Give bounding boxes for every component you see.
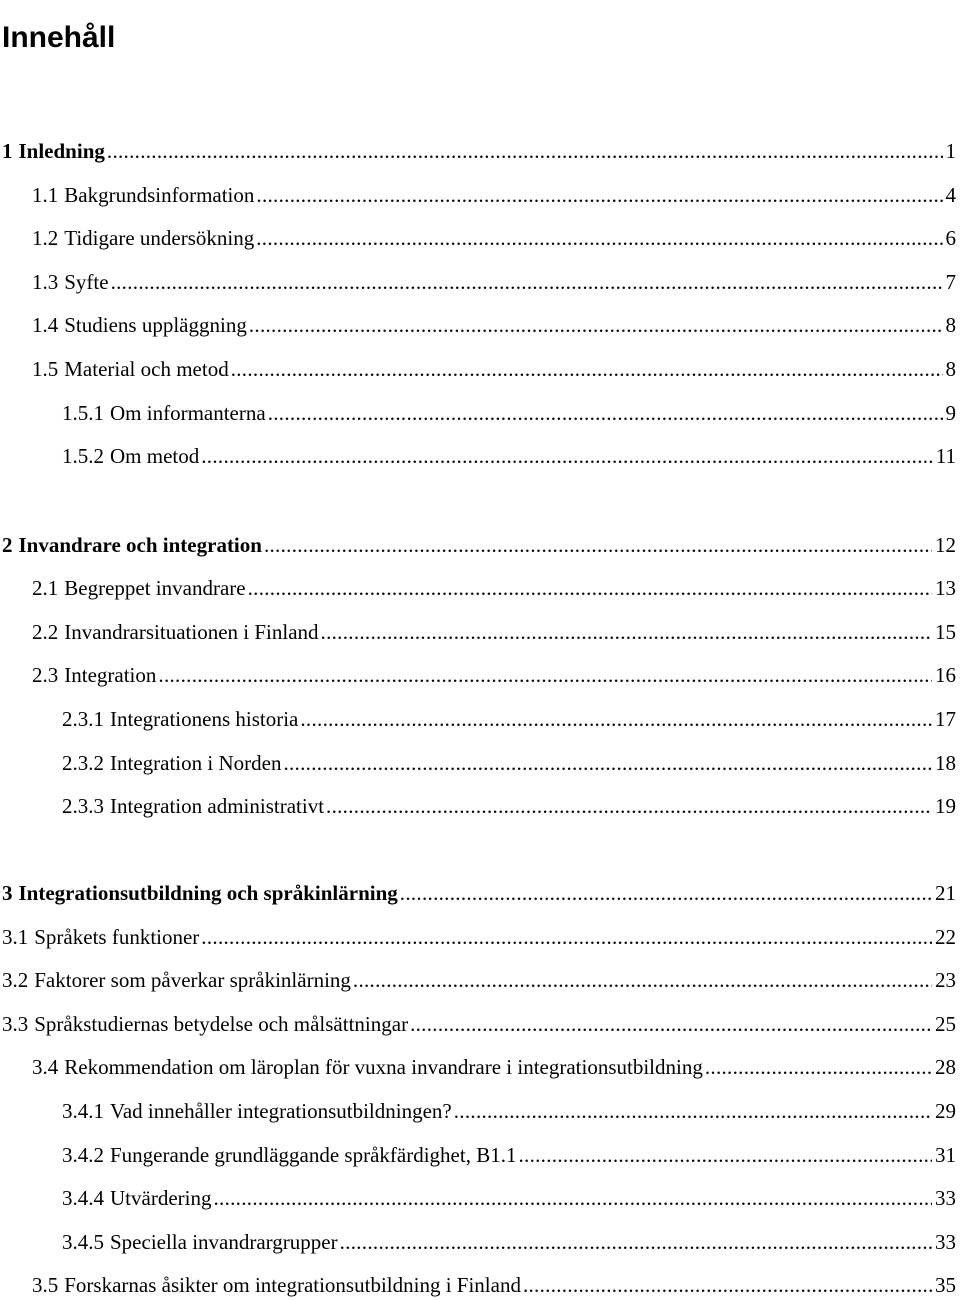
toc-entry-title: Bakgrundsinformation <box>64 183 255 207</box>
toc-entry[interactable] <box>62 791 956 821</box>
toc-dot-leader <box>231 354 943 384</box>
toc-entry-title: Språkets funktioner <box>34 925 200 949</box>
toc-entry-number: 2.1 <box>32 576 59 600</box>
toc-page-number: 28 <box>935 1055 956 1079</box>
toc-entry[interactable] <box>62 1140 956 1170</box>
toc-dot-leader <box>256 180 942 210</box>
toc-page-number: 29 <box>935 1099 956 1123</box>
toc-entry[interactable] <box>2 136 956 166</box>
toc-dot-leader <box>268 398 943 428</box>
toc-entry[interactable] <box>32 1270 956 1300</box>
toc-entry-title: Vad innehåller integrationsutbildningen? <box>110 1099 452 1123</box>
toc-entry-title: Invandrarsituationen i Finland <box>64 620 319 644</box>
toc-entry[interactable] <box>32 354 956 384</box>
toc-entry-title: Integrationens historia <box>110 707 299 731</box>
toc-entry[interactable] <box>2 530 956 560</box>
toc-entry-title: Om metod <box>110 444 200 468</box>
toc-entry[interactable] <box>62 704 956 734</box>
toc-entry-title: Integration <box>64 663 157 687</box>
toc-dot-leader <box>518 1140 932 1170</box>
toc-entry[interactable] <box>62 441 956 471</box>
toc-page-number: 17 <box>935 707 956 731</box>
toc-entry-title: Integrationsutbildning och språkinlärning <box>18 881 398 905</box>
toc-dot-leader <box>256 223 942 253</box>
toc-entry-number: 3.5 <box>32 1273 59 1297</box>
toc-page-number: 25 <box>935 1012 956 1036</box>
toc-entry-number: 2.3 <box>32 663 59 687</box>
toc-dot-leader <box>454 1096 932 1126</box>
toc-entry-number: 1.5 <box>32 357 59 381</box>
toc-entry-number: 3.3 <box>2 1012 29 1036</box>
toc-entry[interactable] <box>32 1052 956 1082</box>
toc-entry[interactable] <box>2 1009 956 1039</box>
toc-dot-leader <box>201 922 932 952</box>
toc-entry-number: 2.3.3 <box>62 794 104 818</box>
toc-entry[interactable] <box>2 878 956 908</box>
toc-entry[interactable] <box>32 180 956 210</box>
toc-page-number: 33 <box>935 1230 956 1254</box>
toc-entry[interactable] <box>2 965 956 995</box>
toc-entry-number: 3.4.1 <box>62 1099 104 1123</box>
toc-entry-number: 3.4 <box>32 1055 59 1079</box>
toc-entry-title: Fungerande grundläggande språkfärdighet, B1.1 <box>110 1143 517 1167</box>
toc-entry-number: 3.4.4 <box>62 1186 104 1210</box>
toc-dot-leader <box>249 310 943 340</box>
toc-entry-number: 2 <box>2 533 13 557</box>
toc-entry-title: Tidigare undersökning <box>64 226 255 250</box>
toc-entry[interactable] <box>62 398 956 428</box>
toc-page-number: 15 <box>935 620 956 644</box>
toc-dot-leader <box>321 617 932 647</box>
toc-entry-title: Rekommendation om läroplan för vuxna invandrare i integrationsutbildning <box>64 1055 703 1079</box>
toc-dot-leader <box>523 1270 932 1300</box>
toc-dot-leader <box>264 530 932 560</box>
toc-dot-leader <box>400 878 932 908</box>
toc-entry-number: 3.2 <box>2 968 29 992</box>
toc-page-number: 7 <box>945 270 956 294</box>
toc-entry-title: Speciella invandrargrupper <box>110 1230 338 1254</box>
toc-page-number: 18 <box>935 751 956 775</box>
toc-entry[interactable] <box>62 1096 956 1126</box>
toc-entry-title: Språkstudiernas betydelse och målsättningar <box>34 1012 409 1036</box>
toc-entry-title: Material och metod <box>64 357 229 381</box>
toc-entry-number: 3 <box>2 881 13 905</box>
toc-page-number: 1 <box>945 139 956 163</box>
toc-entry[interactable] <box>32 660 956 690</box>
toc-entry[interactable] <box>62 748 956 778</box>
toc-page-number: 31 <box>935 1143 956 1167</box>
toc-dot-leader <box>283 748 932 778</box>
toc-page-number: 16 <box>935 663 956 687</box>
toc-entry-title: Forskarnas åsikter om integrationsutbildning i Finland <box>64 1273 521 1297</box>
toc-entry-title: Utvärdering <box>110 1186 212 1210</box>
toc-entry-number: 1.3 <box>32 270 59 294</box>
toc-page-number: 8 <box>945 313 956 337</box>
toc-dot-leader <box>326 791 932 821</box>
toc-entry[interactable] <box>32 310 956 340</box>
toc-entry-title: Invandrare och integration <box>18 533 262 557</box>
toc-page-number: 19 <box>935 794 956 818</box>
toc-dot-leader <box>410 1009 932 1039</box>
toc-entry-number: 2.3.1 <box>62 707 104 731</box>
toc-entry-number: 1.2 <box>32 226 59 250</box>
toc-entry[interactable] <box>62 1183 956 1213</box>
toc-entry-number: 3.4.5 <box>62 1230 104 1254</box>
toc-page-number: 12 <box>935 533 956 557</box>
toc-page-number: 33 <box>935 1186 956 1210</box>
toc-entry-title: Syfte <box>64 270 109 294</box>
page-title: Innehåll <box>2 21 116 55</box>
toc-entry-number: 1.1 <box>32 183 59 207</box>
toc-dot-leader <box>111 267 943 297</box>
toc-entry[interactable] <box>62 1227 956 1257</box>
toc-page-number: 13 <box>935 576 956 600</box>
toc-page-number: 11 <box>935 444 956 468</box>
toc-entry[interactable] <box>32 223 956 253</box>
toc-dot-leader <box>248 573 932 603</box>
toc-page-number: 8 <box>945 357 956 381</box>
toc-entry-title: Inledning <box>18 139 105 163</box>
toc-entry-number: 3.1 <box>2 925 29 949</box>
toc-entry-number: 1 <box>2 139 13 163</box>
toc-entry[interactable] <box>32 573 956 603</box>
toc-entry[interactable] <box>32 617 956 647</box>
toc-page-number: 4 <box>945 183 956 207</box>
toc-page-number: 22 <box>935 925 956 949</box>
toc-entry-title: Studiens uppläggning <box>64 313 247 337</box>
toc-page-number: 6 <box>945 226 956 250</box>
toc-entry-number: 1.4 <box>32 313 59 337</box>
toc-entry-title: Integration i Norden <box>110 751 282 775</box>
toc-dot-leader <box>300 704 932 734</box>
toc-entry-number: 1.5.2 <box>62 444 104 468</box>
toc-entry-title: Faktorer som påverkar språkinlärning <box>34 968 351 992</box>
toc-dot-leader <box>107 136 943 166</box>
toc-entry-number: 1.5.1 <box>62 401 104 425</box>
toc-page-number: 23 <box>935 968 956 992</box>
toc-entry[interactable] <box>2 922 956 952</box>
toc-entry-title: Om informanterna <box>110 401 266 425</box>
toc-dot-leader <box>213 1183 932 1213</box>
toc-dot-leader <box>158 660 932 690</box>
toc-page-number: 35 <box>935 1273 956 1297</box>
toc-dot-leader <box>340 1227 932 1257</box>
toc-page-number: 9 <box>945 401 956 425</box>
toc-entry-title: Begreppet invandrare <box>64 576 246 600</box>
toc-entry-number: 3.4.2 <box>62 1143 104 1167</box>
toc-entry-number: 2.3.2 <box>62 751 104 775</box>
toc-dot-leader <box>201 441 933 471</box>
toc-entry-title: Integration administrativt <box>110 794 325 818</box>
toc-page-number: 21 <box>935 881 956 905</box>
toc-entry-number: 2.2 <box>32 620 59 644</box>
toc-dot-leader <box>705 1052 932 1082</box>
toc-entry[interactable] <box>32 267 956 297</box>
toc-dot-leader <box>353 965 932 995</box>
